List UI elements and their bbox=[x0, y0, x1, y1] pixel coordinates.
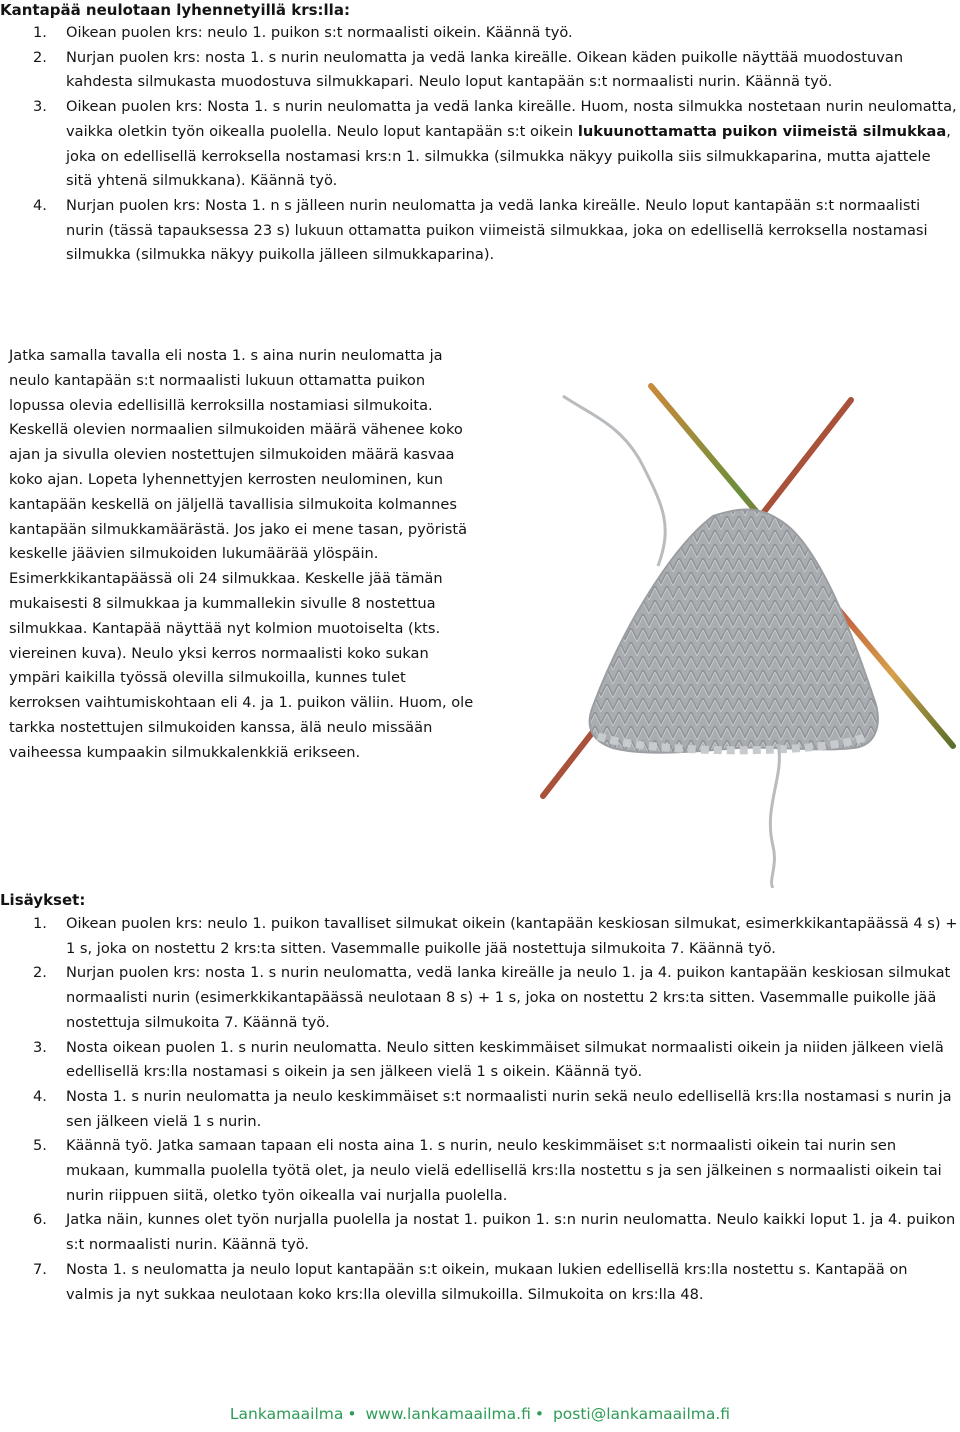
yarn-strand bbox=[563, 396, 665, 566]
list-item bbox=[33, 912, 958, 961]
list-item bbox=[33, 46, 958, 95]
list-text: Nosta 1. s nurin neulomatta ja neulo keskimmäiset s:t normaalisti nurin sekä neulo edellisellä krs:lla nostamasi s nurin ja sen jälkeen vielä 1 s nurin. bbox=[66, 1087, 952, 1130]
list-number: 2. bbox=[33, 964, 47, 982]
list-item bbox=[33, 194, 958, 268]
list-text-part: , joka on edellisellä kerroksella nostamasi krs:n 1. silmukka (silmukka näkyy puikolla siis silmukkaparina, mutta ajattele sitä yhtenä silmukkana). Käännä työ. bbox=[66, 122, 951, 190]
list-number: 1. bbox=[33, 915, 47, 932]
list-item bbox=[33, 961, 958, 1035]
footer-email-link[interactable]: posti@lankamaailma.fi bbox=[552, 1405, 731, 1423]
heel-steps-list bbox=[33, 21, 958, 268]
list-number: 5. bbox=[33, 1137, 47, 1155]
body-paragraph: Jatka samalla tavalla eli nosta 1. s aina nurin neulomatta ja neulo kantapään s:t normaalisti lukuun ottamatta puikon lopussa olevia edellisillä kerroksilla nostamiasi silmukoita. Keskellä olevien normaalien silmukoiden määrä vähenee koko ajan ja sivulla olevien nostettujen silmukoiden määrä kasvaa koko ajan. Lopeta lyhennettyjen kerrosten neulominen, kun kantapään keskellä on jäljellä tavallisia silmukoita kolmannes kantapään silmukkamäärästä. Jos jako ei mene tasan, pyöristä keskelle jäävien silmukoiden lukumäärää ylöspäin. Esimerkkikantapäässä oli 24 silmukkaa. Keskelle jää tämän mukaisesti 8 silmukkaa ja kummallekin sivulle 8 nostettua silmukkaa. Kantapää näyttää nyt kolmion muotoiselta (kts. viereinen kuva). Neulo yksi kerros normaalisti koko sukan ympäri kaikilla työssä olevilla silmukoilla, kunnes tulet kerroksen vaihtumiskohtaan eli 4. ja 1. puikon väliin. Huom, ole tarkka nostettujen silmukoiden kanssa, älä neulo missään vaiheessa kumpaakin silmukkalenkkiä erikseen. bbox=[9, 347, 474, 761]
list-number: 2. bbox=[33, 48, 47, 66]
list-text: Oikean puolen krs: neulo 1. puikon tavalliset silmukat oikein (kantapään keskiosan silmukat, esimerkkikantapäässä 4 s) + 1 s, joka on nostettu 2 krs:ta sitten. Vasemmalle puikolle jää nostettuja silmukoita 7. Käännä työ. bbox=[66, 915, 958, 957]
list-text: Nurjan puolen krs: Nosta 1. n s jälleen nurin neulomatta ja vedä lanka kireälle. Neulo loput kantapään s:t normaalisti nurin (tässä tapauksessa 23 s) lukuun ottamatta puikon viimeistä silmukkaa, joka on edellisellä kerroksella nostamasi silmukka (silmukka näkyy puikolla jälleen silmukkaparina). bbox=[66, 196, 928, 264]
list-text: Käännä työ. Jatka samaan tapaan eli nosta aina 1. s nurin, neulo keskimmäiset s:t normaalisti oikein tai nurin sen mukaan, kummalla puolella työtä olet, ja neulo vielä edellisellä krs:lla nostettu s ja sen jälkeinen s normaalisti oikein tai nurin riippuen siitä, oletko työn oikealla vai nurjalla puolella. bbox=[66, 1137, 942, 1204]
list-text: Nosta oikean puolen 1. s nurin neulomatta. Neulo sitten keskimmäiset silmukat normaalisti oikein ja niiden jälkeen vielä edellisellä krs:lla nostamasi s oikein ja sen jälkeen vielä 1 s oikein. Käännä työ. bbox=[66, 1038, 944, 1081]
knitted-heel-photo bbox=[523, 376, 956, 888]
list-item bbox=[33, 1036, 958, 1085]
list-text: Jatka näin, kunnes olet työn nurjalla puolella ja nostat 1. puikon 1. s:n nurin neulomatta. Neulo kaikki loput 1. ja 4. puikon s:t normaalisti nurin. Käännä työ. bbox=[66, 1211, 956, 1254]
list-item bbox=[33, 1085, 958, 1134]
list-number: 7. bbox=[33, 1260, 47, 1278]
list-item bbox=[33, 21, 958, 46]
footer-brand: Lankamaailma bbox=[229, 1405, 344, 1423]
list-text bbox=[66, 95, 958, 194]
footer-separator: • bbox=[347, 1405, 357, 1423]
section-heading-heel: Kantapää neulotaan lyhennetyillä krs:lla: bbox=[0, 1, 350, 19]
list-text: Oikean puolen krs: neulo 1. puikon s:t normaalisti oikein. Käännä työ. bbox=[66, 24, 573, 41]
list-text-part: Oikean puolen krs: Nosta 1. s nurin neulomatta ja vedä lanka kireälle. Huom, nosta silmukka nostetaan nurin neulomatta, vaikka oletkin työn oikealla puolella. Neulo loput kantapään s:t oikein bbox=[66, 98, 957, 140]
footer bbox=[0, 1405, 960, 1423]
emphasis-text: lukuunottamatta puikon viimeistä silmukkaa bbox=[577, 122, 947, 140]
list-number: 4. bbox=[33, 1087, 47, 1105]
list-item bbox=[33, 95, 958, 194]
yarn-tail bbox=[770, 744, 779, 888]
list-text: Nurjan puolen krs: nosta 1. s nurin neulomatta, vedä lanka kireälle ja neulo 1. ja 4. puikon kantapään keskiosan silmukat normaalisti nurin (esimerkkikantapäässä neulotaan 8 s) + 1 s, joka on nostettu 2 krs:ta sitten. Vasemmalle puikolle jää nostettuja silmukoita 7. Käännä työ. bbox=[66, 964, 951, 1031]
list-number: 4. bbox=[33, 196, 47, 214]
footer-url-link[interactable]: www.lankamaailma.fi bbox=[365, 1405, 531, 1423]
list-text: Nurjan puolen krs: nosta 1. s nurin neulomatta ja vedä lanka kireälle. Oikean käden puikolle näyttää muodostuvan kahdesta silmukasta muodostuva silmukkapari. Neulo loput kantapään s:t normaalisti nurin. Käännä työ. bbox=[66, 48, 904, 91]
list-number: 6. bbox=[33, 1211, 47, 1229]
list-item bbox=[33, 1258, 958, 1307]
increase-steps-list bbox=[33, 912, 958, 1307]
list-number: 3. bbox=[33, 1038, 47, 1056]
heel-fabric bbox=[590, 509, 878, 752]
section-heading-increases: Lisäykset: bbox=[0, 891, 86, 909]
footer-separator: • bbox=[534, 1405, 545, 1423]
list-number: 1. bbox=[33, 24, 47, 41]
list-item bbox=[33, 1134, 958, 1208]
list-number: 3. bbox=[33, 98, 47, 116]
list-item bbox=[33, 1208, 958, 1257]
list-text: Nosta 1. s neulomatta ja neulo loput kantapään s:t oikein, mukaan lukien edellisellä krs:lla nostettu s. Kantapää on valmis ja nyt sukkaa neulotaan koko krs:lla olevilla silmukoilla. Silmukoita on krs:lla 48. bbox=[66, 1260, 908, 1303]
